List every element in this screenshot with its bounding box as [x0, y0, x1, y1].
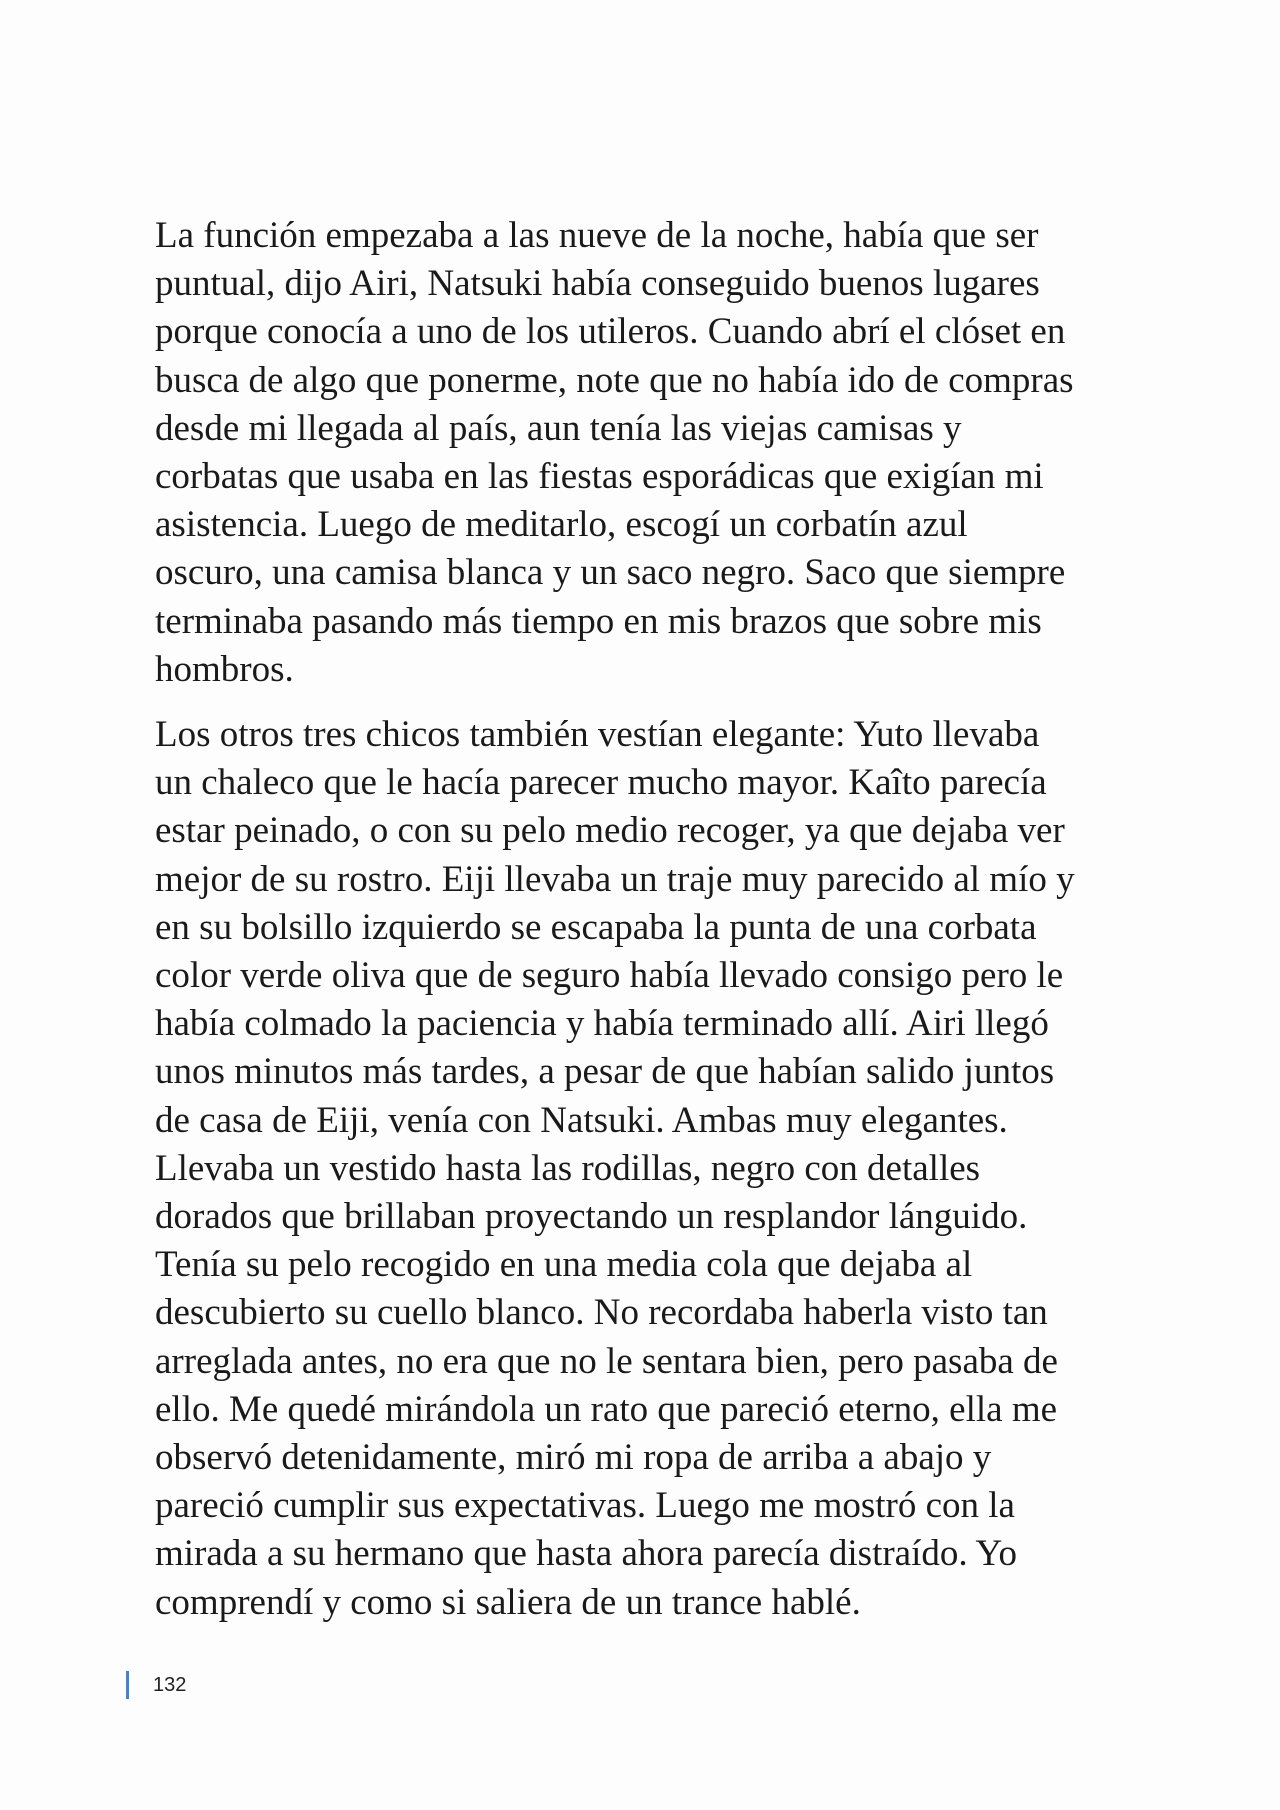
paragraph-2: [155, 711, 1130, 1627]
text-line: ello. Me quedé mirándola un rato que pareció eterno, ella me: [155, 1388, 1058, 1430]
text-line: Llevaba un vestido hasta las rodillas, negro con detalles: [155, 1147, 981, 1189]
text-line: en su bolsillo izquierdo se escapaba la punta de una corbata: [155, 906, 1037, 948]
page-footer: [126, 1671, 186, 1699]
paragraph-1: [155, 212, 1130, 694]
text-line: porque conocía a uno de los utileros. Cuando abrí el clóset en: [155, 311, 1066, 353]
text-line: dorados que brillaban proyectando un resplandor lánguido.: [155, 1196, 1028, 1238]
text-line: de casa de Eiji, venía con Natsuki. Ambas muy elegantes.: [155, 1099, 1008, 1141]
text-line: mirada a su hermano que hasta ahora parecía distraído. Yo: [155, 1533, 1018, 1575]
text-line: busca de algo que ponerme, note que no había ido de compras: [155, 359, 1074, 401]
text-line: Tenía su pelo recogido en una media cola que dejaba al: [155, 1244, 973, 1286]
text-line: terminaba pasando más tiempo en mis brazos que sobre mis: [155, 600, 1042, 642]
text-line: color verde oliva que de seguro había llevado consigo pero le: [155, 955, 1064, 997]
text-line: pareció cumplir sus expectativas. Luego me mostró con la: [155, 1485, 1015, 1527]
text-line: unos minutos más tardes, a pesar de que habían salido juntos: [155, 1051, 1055, 1093]
text-line: comprendí y como si saliera de un trance hablé.: [155, 1581, 861, 1623]
text-line: había colmado la paciencia y había terminado allí. Airi llegó: [155, 1003, 1049, 1045]
body-text: [155, 212, 1130, 1627]
text-line: desde mi llegada al país, aun tenía las viejas camisas y: [155, 407, 962, 449]
text-line: La función empezaba a las nueve de la noche, había que ser: [155, 215, 1039, 256]
text-line: mejor de su rostro. Eiji llevaba un traje muy parecido al mío y: [155, 858, 1075, 900]
text-line: oscuro, una camisa blanca y un saco negro. Saco que siempre: [155, 552, 1066, 594]
page-number: 132: [153, 1673, 187, 1696]
text-line: un chaleco que le hacía parecer mucho mayor. Kaîto parecía: [155, 762, 1047, 804]
text-line: estar peinado, o con su pelo medio recoger, ya que dejaba ver: [155, 810, 1065, 852]
text-line: hombros.: [155, 648, 294, 690]
text-line: descubierto su cuello blanco. No recordaba haberla visto tan: [155, 1292, 1048, 1334]
text-line: asistencia. Luego de meditarlo, escogí un corbatín azul: [155, 504, 968, 546]
footer-accent-rule: [126, 1671, 129, 1699]
text-line: corbatas que usaba en las fiestas esporádicas que exigían mi: [155, 456, 1044, 498]
text-line: puntual, dijo Airi, Natsuki había conseguido buenos lugares: [155, 263, 1040, 305]
text-line: observó detenidamente, miró mi ropa de arriba a abajo y: [155, 1437, 992, 1479]
text-line: Los otros tres chicos también vestían elegante: Yuto llevaba: [155, 714, 1040, 756]
text-line: arreglada antes, no era que no le sentara bien, pero pasaba de: [155, 1340, 1058, 1382]
